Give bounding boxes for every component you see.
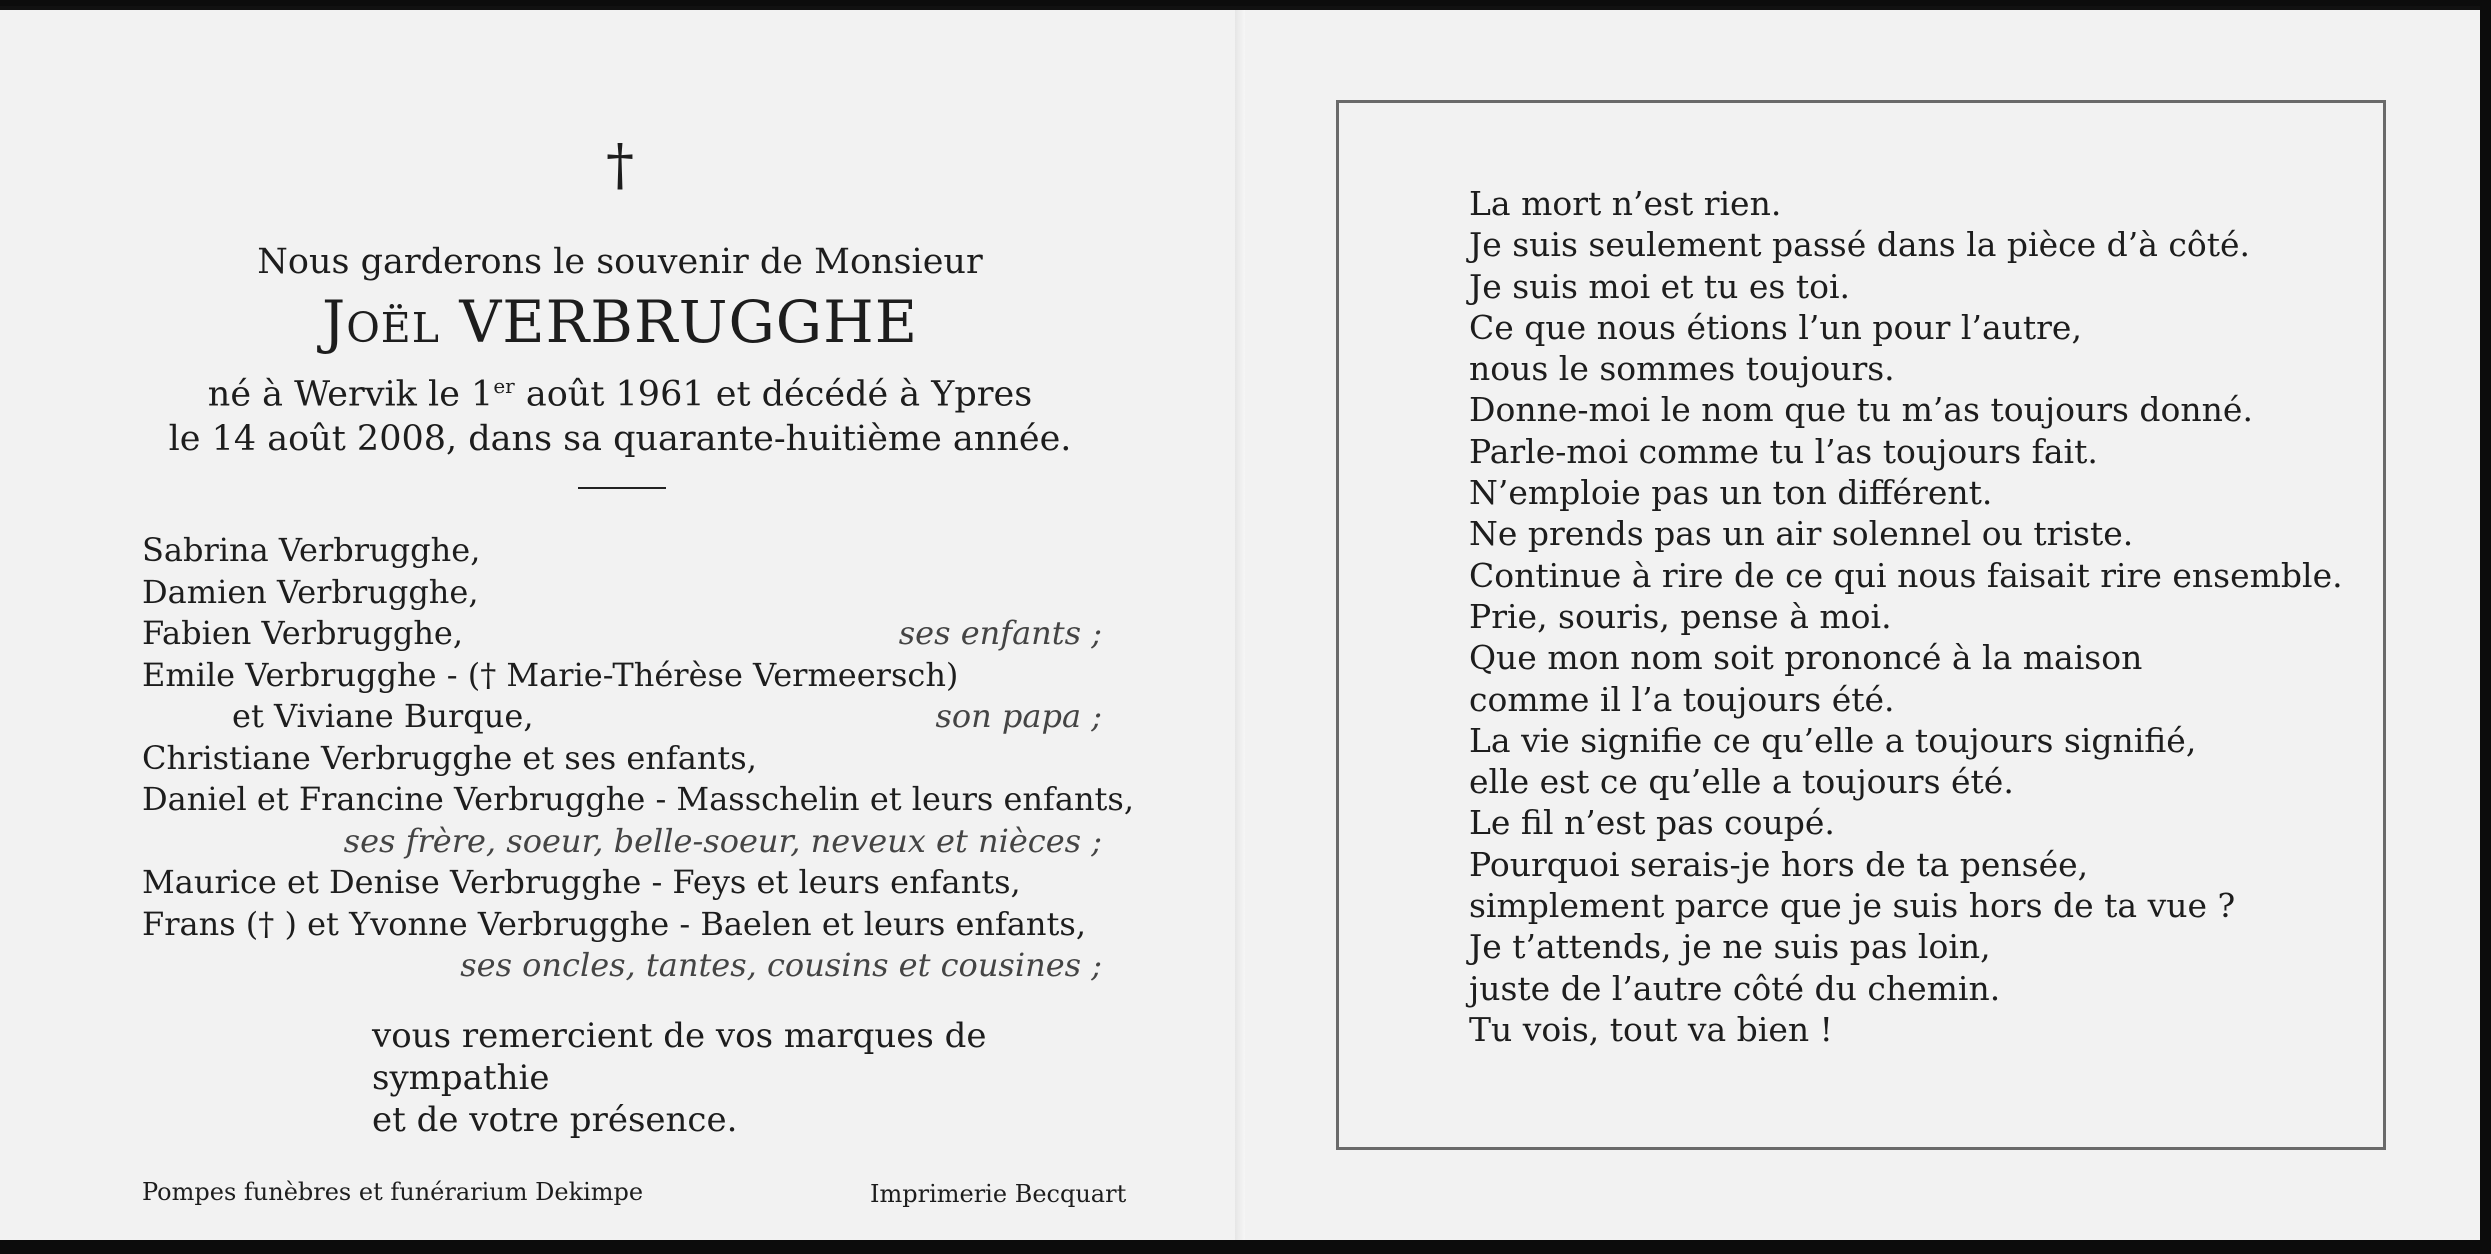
thanks-text (372, 1015, 1112, 1141)
family-role: son papa ; (935, 697, 1102, 735)
birth-death-info (0, 364, 1240, 461)
poem-line: N’emploie pas un ton différent. (1469, 473, 1993, 513)
family-row (142, 821, 1102, 863)
family-name: Christiane Verbrugghe et ses enfants, (142, 738, 757, 777)
poem-text (1469, 183, 2349, 1050)
poem-line: nous le sommes toujours. (1469, 349, 1895, 389)
birth-text-b: août 1961 et décédé à Ypres (514, 374, 1033, 415)
intro-line: Nous garderons le souvenir de Monsieur (257, 242, 983, 282)
family-role: ses oncles, tantes, cousins et cousines ; (460, 946, 1102, 984)
last-name: VERBRUGGHE (459, 288, 919, 356)
deceased-name (0, 288, 1240, 356)
thanks-line-1: vous remercient de vos marques de sympathie (372, 1016, 987, 1098)
first-name: Joël (321, 288, 440, 356)
poem-line: Donne-moi le nom que tu m’as toujours donné. (1469, 390, 2253, 430)
left-panel (0, 10, 1240, 1240)
family-row (142, 779, 1134, 821)
cross-symbol: † (606, 133, 634, 198)
poem-line: Je suis moi et tu es toi. (1469, 266, 1851, 306)
birth-line (0, 364, 1240, 417)
death-line: le 14 août 2008, dans sa quarante-huitième année. (168, 418, 1072, 459)
poem-line: Prie, souris, pense à moi. (1469, 596, 1892, 636)
poem-line: comme il l’a toujours été. (1469, 679, 1895, 719)
family-name: Frans († ) et Yvonne Verbrugghe - Baelen et leurs enfants, (142, 904, 1086, 943)
family-name: Damien Verbrugghe, (142, 572, 479, 611)
family-role: ses enfants ; (898, 614, 1102, 652)
family-name: Maurice et Denise Verbrugghe - Feys et leurs enfants, (142, 863, 1021, 901)
family-row (142, 530, 1102, 572)
family-name: Daniel et Francine Verbrugghe - Masschelin et leurs enfants, (142, 780, 1134, 818)
poem-line: juste de l’autre côté du chemin. (1469, 968, 2001, 1008)
poem-line: Parle-moi comme tu l’as toujours fait. (1469, 431, 2098, 471)
poem-line: Je t’attends, je ne suis pas loin, (1469, 927, 1991, 967)
birth-sup: er (493, 374, 515, 398)
family-role: ses frère, soeur, belle-soeur, neveux et nièces ; (343, 821, 1102, 860)
family-row (142, 696, 1102, 738)
poem-line: La mort n’est rien. (1469, 184, 1782, 223)
poem-frame (1336, 100, 2386, 1150)
family-row (142, 945, 1102, 987)
memorial-card (0, 6, 2480, 1240)
thanks-line-2: et de votre présence. (372, 1100, 738, 1140)
family-row (142, 572, 1102, 614)
family-row (142, 655, 1102, 697)
family-row (142, 904, 1102, 946)
poem-line: Je suis seulement passé dans la pièce d’à côté. (1469, 225, 2251, 265)
poem-line: Tu vois, tout va bien ! (1469, 1009, 1833, 1049)
divider-rule (578, 487, 666, 489)
poem-line: Ne prends pas un air solennel ou triste. (1469, 514, 2134, 554)
poem-line: Que mon nom soit prononcé à la maison (1469, 638, 2143, 678)
poem-line: Pourquoi serais-je hors de ta pensée, (1469, 844, 2089, 884)
poem-line: Continue à rire de ce qui nous faisait rire ensemble. (1469, 555, 2343, 595)
family-row (142, 738, 1102, 780)
poem-line: La vie signifie ce qu’elle a toujours signifié, (1469, 720, 2197, 760)
family-row (142, 613, 1102, 655)
birth-text-a: né à Wervik le 1 (207, 374, 494, 415)
family-name: Sabrina Verbrugghe, (142, 531, 481, 569)
poem-line: simplement parce que je suis hors de ta vue ? (1469, 886, 2236, 926)
funeral-home-credit: Pompes funèbres et funérarium Dekimpe (142, 1178, 644, 1206)
poem-line: Le fil n’est pas coupé. (1469, 803, 1835, 843)
family-list (142, 530, 1134, 987)
printer-credit: Imprimerie Becquart (870, 1180, 1127, 1208)
family-name: Fabien Verbrugghe, (142, 614, 464, 652)
poem-line: elle est ce qu’elle a toujours été. (1469, 762, 2014, 802)
family-row (142, 862, 1102, 904)
family-name: et Viviane Burque, (232, 697, 534, 735)
poem-line: Ce que nous étions l’un pour l’autre, (1469, 307, 2082, 347)
family-name: Emile Verbrugghe - († Marie-Thérèse Vermeersch) (142, 655, 959, 694)
